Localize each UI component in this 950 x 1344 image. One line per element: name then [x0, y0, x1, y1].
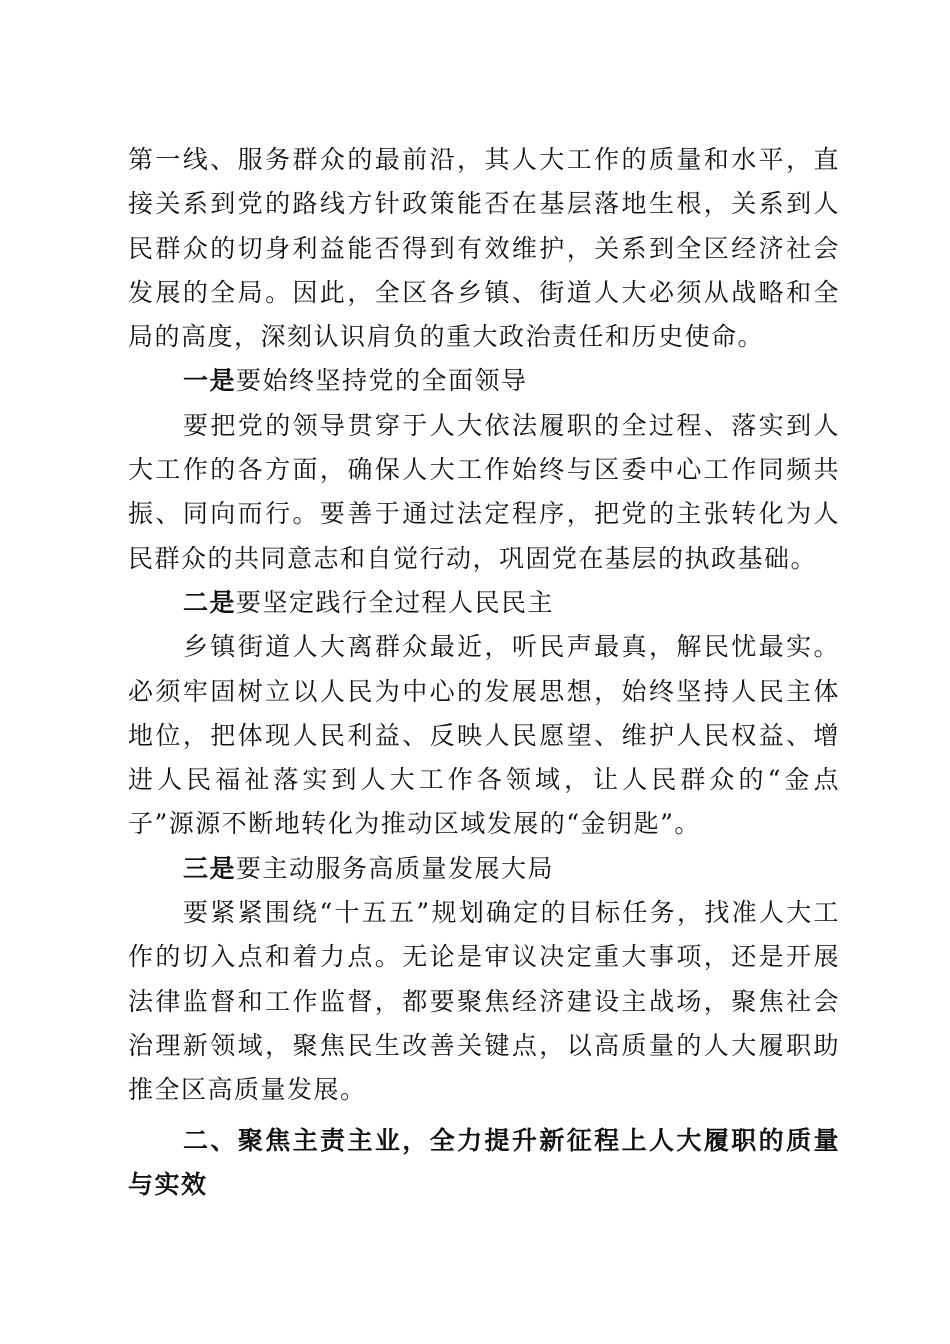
point-text-3: 要主动服务高质量发展大局 [236, 853, 555, 883]
point-lead-1: 一是 [183, 366, 237, 396]
point-heading-1 [128, 359, 840, 403]
point-text-2: 要坚定践行全过程人民民主 [236, 587, 555, 617]
section-heading: 二、聚焦主责主业，全力提升新征程上人大履职的质量与实效 [128, 1125, 840, 1200]
document-body [128, 138, 840, 1208]
point-lead-2: 二是 [183, 587, 237, 617]
body-paragraph-2: 要把党的领导贯穿于人大依法履职的全过程、落实到人大工作的各方面，确保人大工作始终与区委中心工作同频共振、同向而行。要善于通过法定程序，把党的主张转化为人民群众的共同意志和自觉行动，巩固党在基层的执政基础。 [128, 410, 840, 573]
body-paragraph-4: 要紧紧围绕“十五五”规划确定的目标任务，找准人大工作的切入点和着力点。无论是审议决定重大事项，还是开展法律监督和工作监督，都要聚焦经济建设主战场，聚焦社会治理新领域，聚焦民生改善关键点，以高质量的人大履职助推全区高质量发展。 [128, 898, 840, 1105]
body-paragraph-1: 第一线、服务群众的最前沿，其人大工作的质量和水平，直接关系到党的路线方针政策能否在基层落地生根，关系到人民群众的切身利益能否得到有效维护，关系到全区经济社会发展的全局。因此，全区各乡镇、街道人大必须从战略和全局的高度，深刻认识肩负的重大政治责任和历史使命。 [128, 145, 840, 352]
point-lead-3: 三是 [183, 853, 237, 883]
point-heading-2 [128, 581, 840, 625]
body-paragraph-3: 乡镇街道人大离群众最近，听民声最真，解民忧最实。必须牢固树立以人民为中心的发展思想，始终坚持人民主体地位，把体现人民利益、反映人民愿望、维护人民权益、增进人民福祉落实到人大工作各领域，让人民群众的“金点子”源源不断地转化为推动区域发展的“金钥匙”。 [128, 632, 840, 839]
point-heading-3 [128, 847, 840, 891]
point-text-1: 要始终坚持党的全面领导 [236, 366, 528, 396]
